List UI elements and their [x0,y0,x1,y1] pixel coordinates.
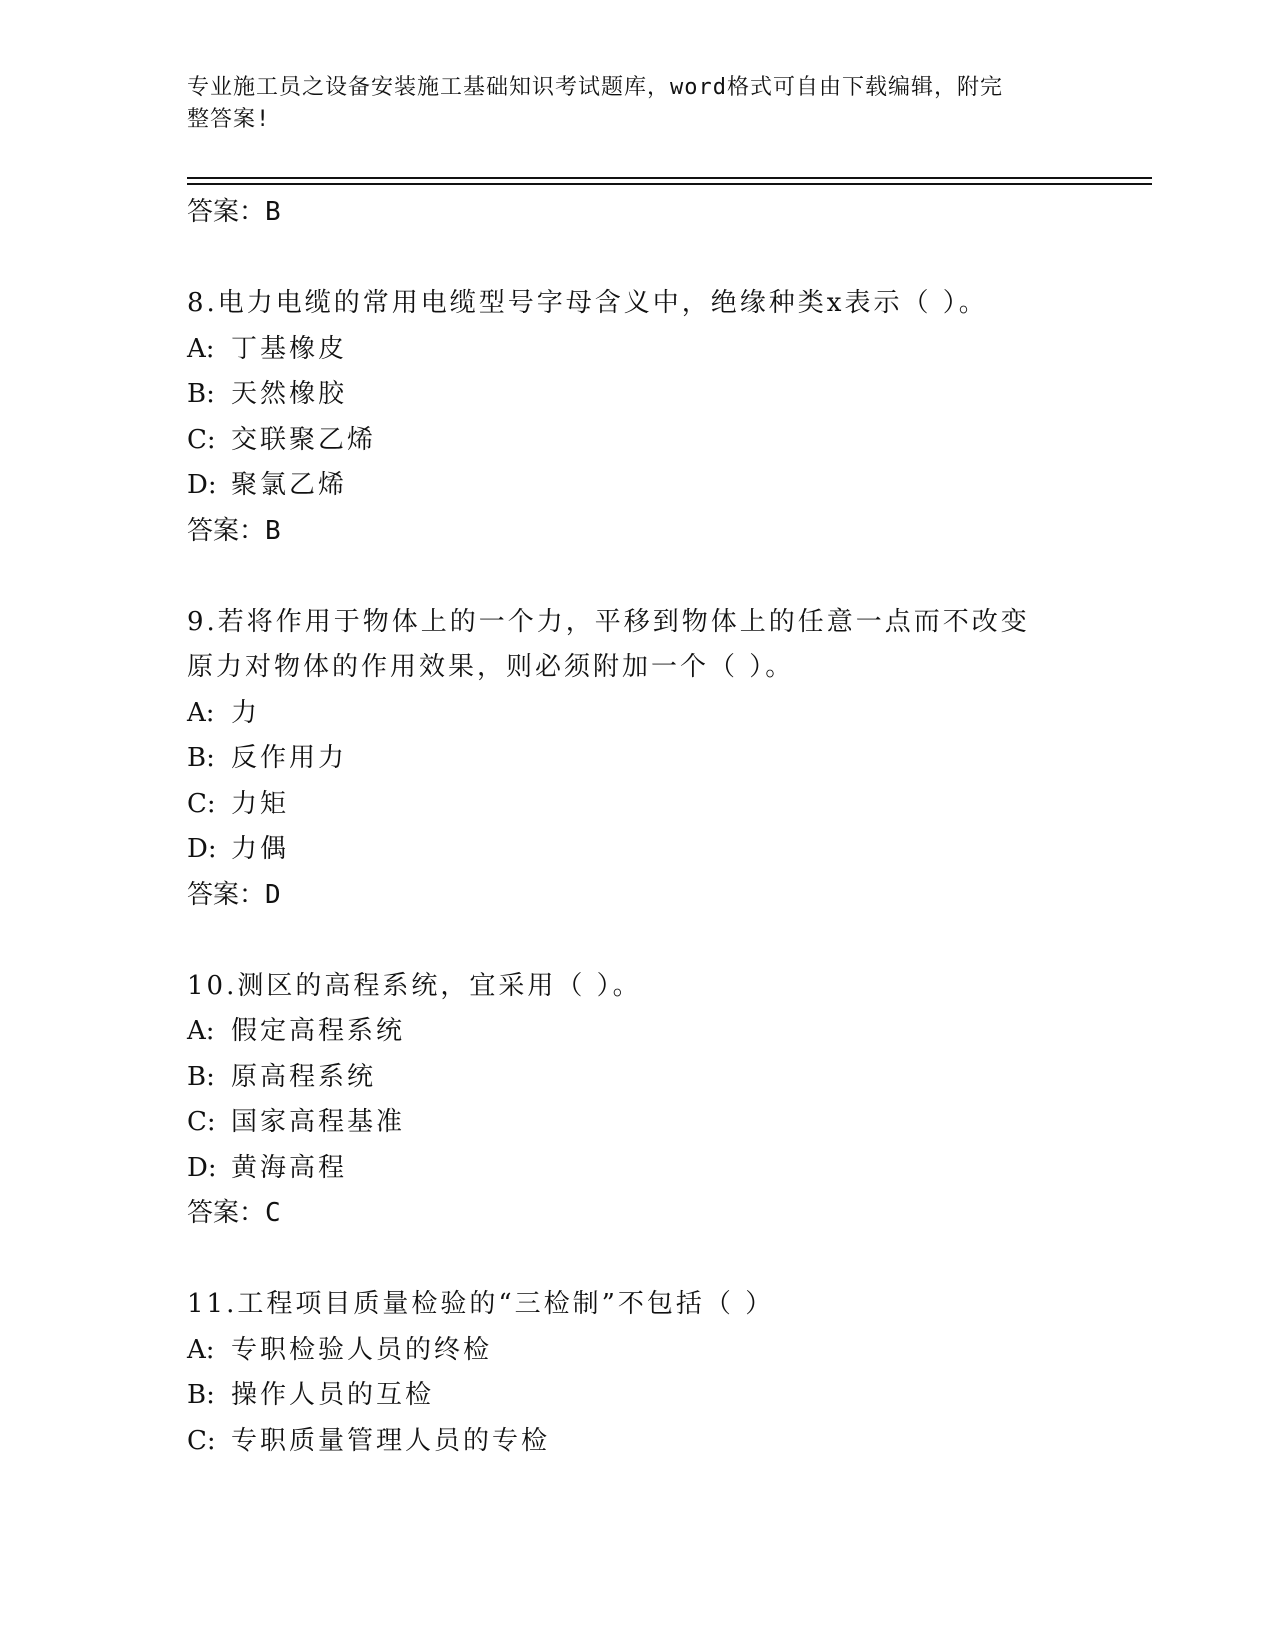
question-list [187,190,1087,1464]
option-b [187,372,1087,418]
option-letter: A: [187,1334,215,1365]
option-letter: B: [187,379,215,409]
option-d [187,463,1087,509]
option-text: 天然橡胶 [231,379,348,409]
question-text: 8.电力电缆的常用电缆型号字母含义中，绝缘种类x表示（ ）。 [187,288,988,318]
option-letter: A: [187,1016,215,1046]
header-line-1: 专业施工员之设备安装施工基础知识考试题库，word格式可自由下载编辑，附完 [187,75,1003,100]
option-text: 黄海高程 [231,1152,348,1183]
option-a [187,327,1087,373]
option-letter: B: [187,743,215,773]
option-letter: C: [187,424,216,455]
option-text: 操作人员的互检 [231,1380,435,1410]
option-letter: A: [187,697,215,728]
option-b [187,736,1087,782]
option-letter: B: [187,1380,215,1410]
option-text: 原高程系统 [231,1061,377,1092]
option-letter: C: [187,1107,216,1137]
option-text: 聚氯乙烯 [231,470,348,500]
option-c [187,782,1087,828]
option-d [187,827,1087,873]
option-letter: C: [187,788,216,819]
option-a [187,1328,1087,1374]
option-letter: C: [187,1425,216,1456]
option-letter: D: [187,834,217,864]
option-text: 力矩 [231,788,290,819]
option-c [187,1419,1087,1465]
option-b [187,1055,1087,1101]
question-block [187,281,1087,554]
option-d [187,1146,1087,1192]
option-a [187,691,1087,737]
option-text: 专职质量管理人员的专检 [231,1425,551,1456]
option-a [187,1009,1087,1055]
option-letter: A: [187,333,215,364]
option-letter: D: [187,470,217,500]
option-text: 丁基橡皮 [231,333,348,364]
answer-line: 答案：C [187,1198,281,1228]
option-text: 假定高程系统 [231,1016,406,1046]
spacer [187,554,1087,600]
question-block [187,1282,1087,1464]
question-block [187,964,1087,1237]
answer-line: 答案：D [187,879,281,910]
header-divider-bottom [187,183,1152,185]
option-c [187,418,1087,464]
header-divider-top [187,177,1152,179]
option-text: 力 [231,697,261,728]
option-c [187,1100,1087,1146]
option-text: 反作用力 [231,743,348,773]
question-text: 11.工程项目质量检验的“三检制”不包括（ ） [187,1289,775,1319]
question-text: 9.若将作用于物体上的一个力，平移到物体上的任意一点而不改变原力对物体的作用效果，则必须附加一个（ ）。 [187,606,1030,682]
spacer [187,1236,1087,1282]
option-b [187,1373,1087,1419]
option-letter: D: [187,1152,217,1183]
header-line-2: 整答案! [187,107,271,132]
option-text: 力偶 [231,834,290,864]
answer-line: 答案：B [187,197,281,227]
answer-line: 答案：B [187,515,281,546]
spacer [187,235,1087,281]
option-letter: B: [187,1061,215,1092]
question-block [187,600,1087,918]
document-header [187,72,1067,136]
option-text: 国家高程基准 [231,1107,406,1137]
option-text: 专职检验人员的终检 [231,1334,493,1365]
option-text: 交联聚乙烯 [231,424,377,455]
question-text: 10.测区的高程系统，宜采用（ ）。 [187,970,642,1001]
spacer [187,918,1087,964]
